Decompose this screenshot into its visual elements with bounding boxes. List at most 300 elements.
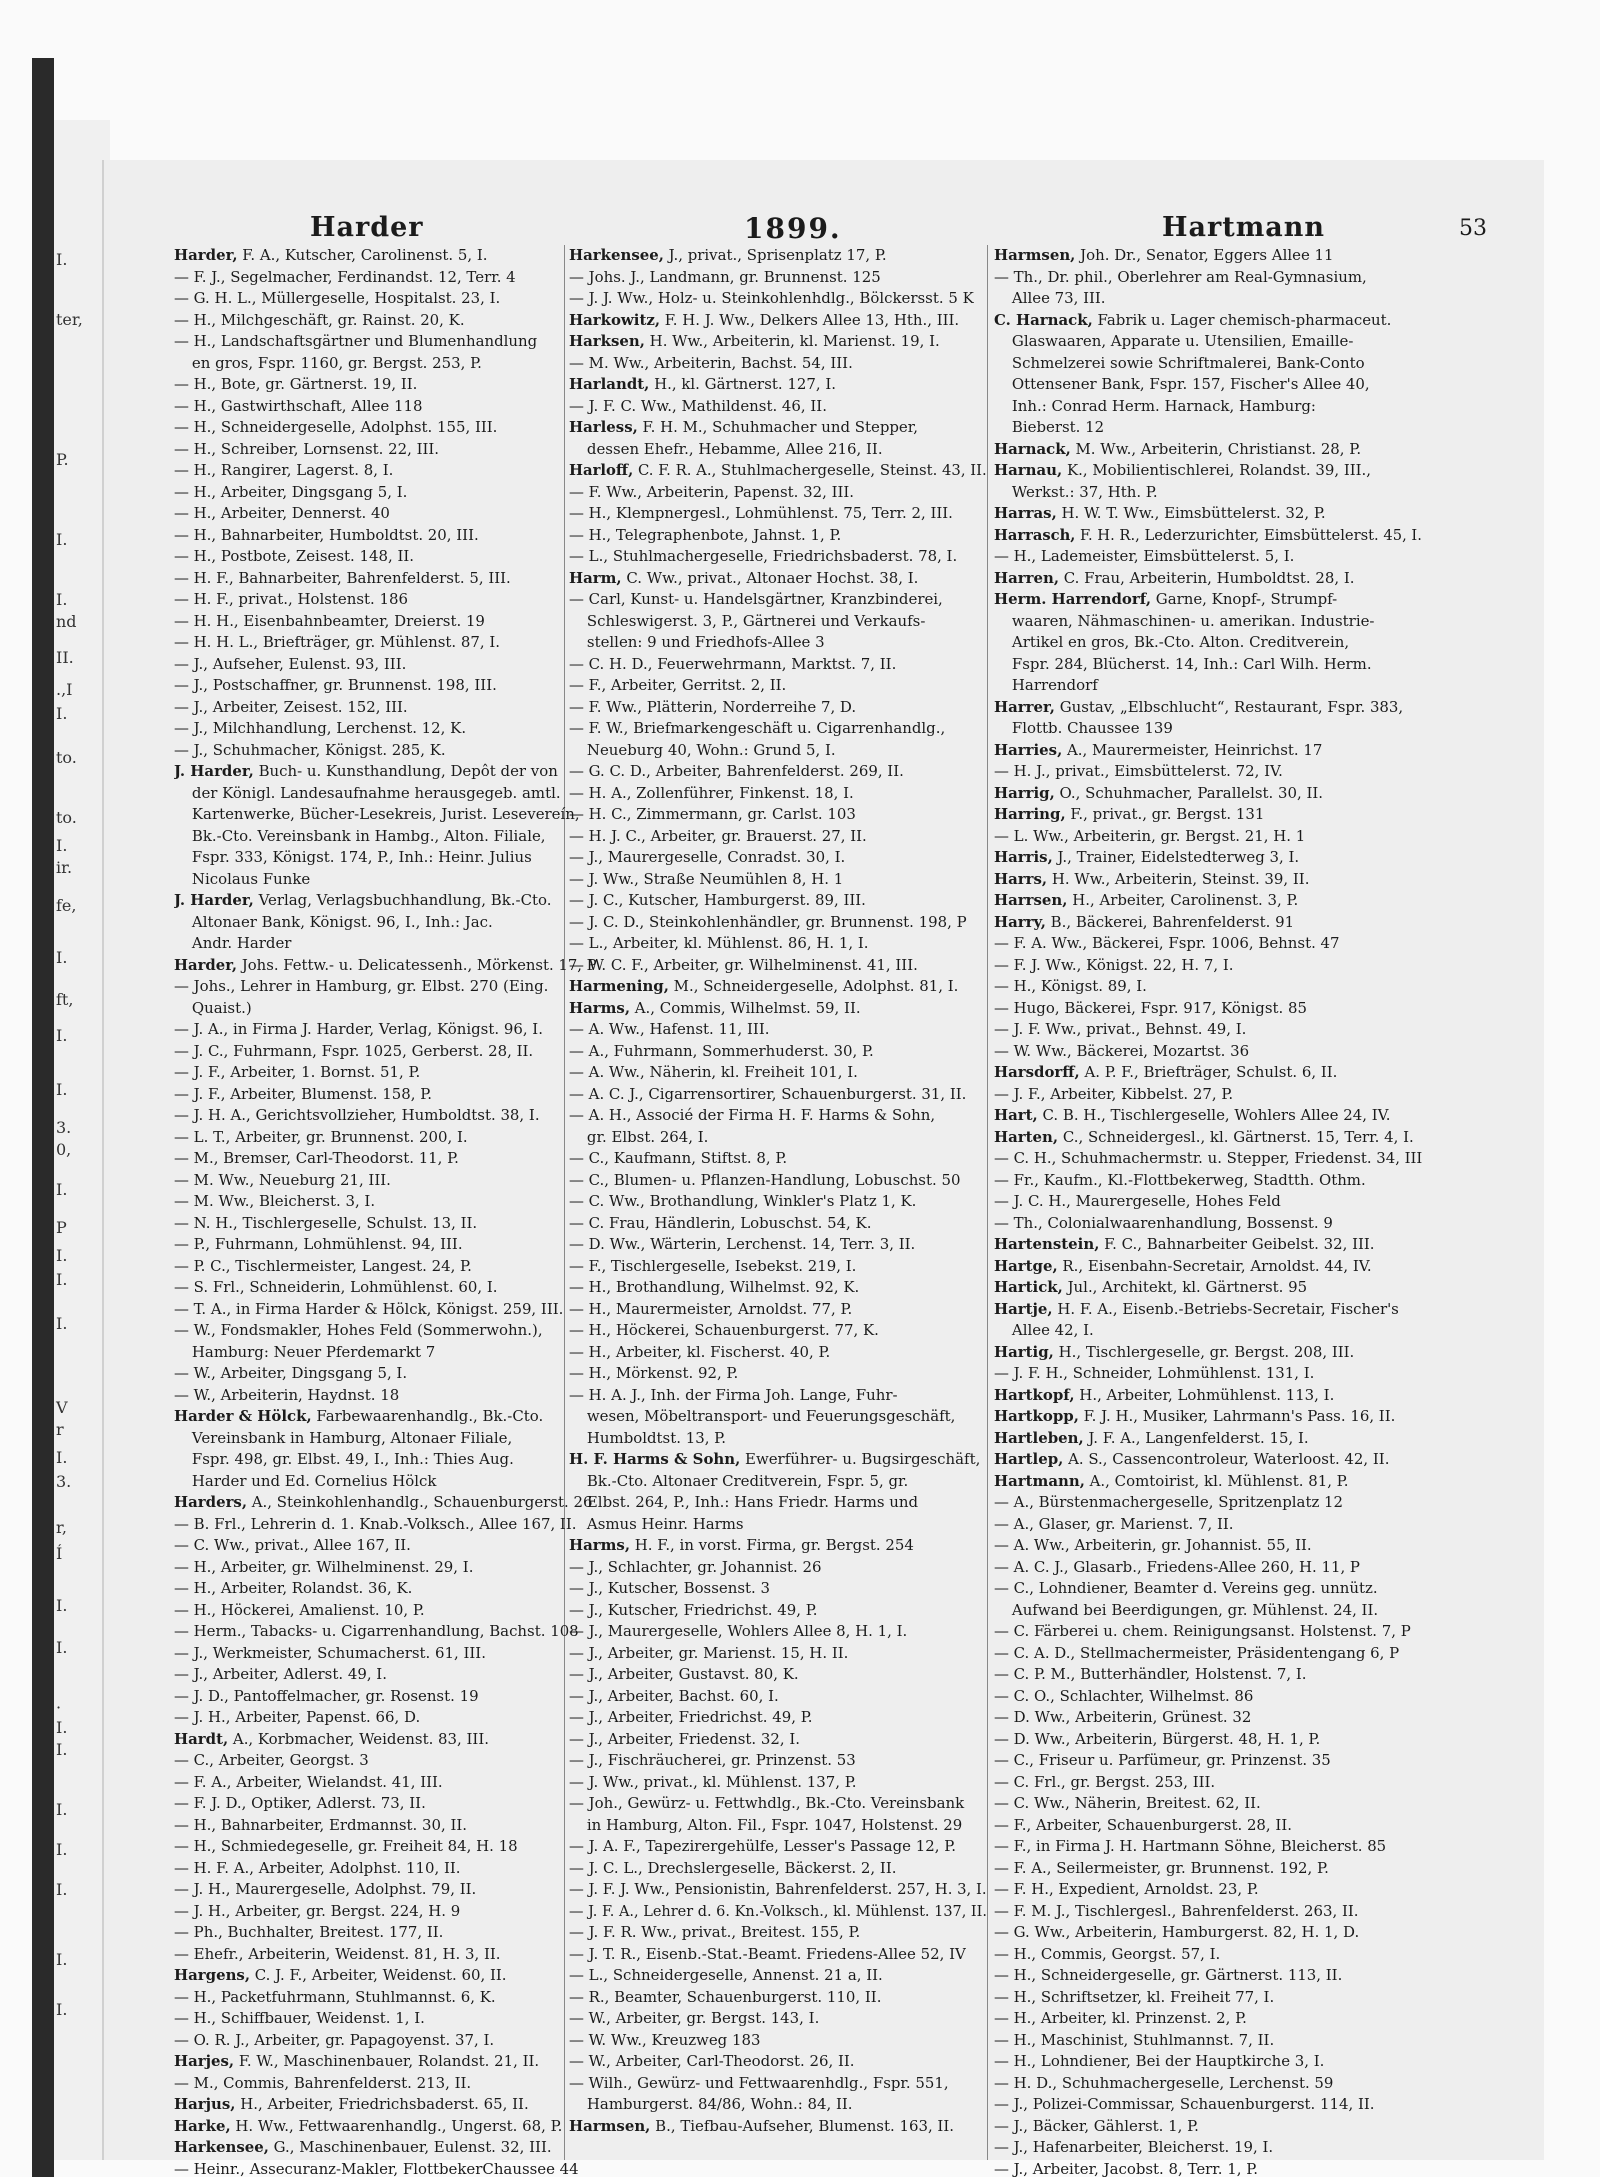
- directory-entry-line: — W., Arbeiter, Dingsgang 5, I.: [174, 1363, 597, 1385]
- directory-entry-line: — J., Kutscher, Bossenst. 3: [569, 1578, 987, 1600]
- directory-entry-line: — W., Fondsmakler, Hohes Feld (Sommerwohn.),: [174, 1320, 597, 1342]
- directory-entry-line: — Fr., Kaufm., Kl.-Flottbekerweg, Stadtth. Othm.: [994, 1170, 1422, 1192]
- directory-entry-line: — H., Maurermeister, Arnoldst. 77, P.: [569, 1299, 987, 1321]
- directory-entry-line: Hargens, C. J. F., Arbeiter, Weidenst. 60, II.: [174, 1965, 597, 1987]
- previous-page-fragment: Í: [56, 1544, 62, 1563]
- previous-page-fragment: to.: [56, 748, 77, 767]
- directory-entry-line: — A., Fuhrmann, Sommerhuderst. 30, P.: [569, 1041, 987, 1063]
- directory-entry-line: Harry, B., Bäckerei, Bahrenfelderst. 91: [994, 912, 1422, 934]
- directory-entry-line: — F. M. J., Tischlergesl., Bahrenfelderst. 263, II.: [994, 1901, 1422, 1923]
- directory-entry-line: Artikel en gros, Bk.-Cto. Alton. Creditverein,: [994, 632, 1422, 654]
- directory-entry-line: Harder, F. A., Kutscher, Carolinenst. 5, I.: [174, 245, 597, 267]
- previous-page-fragment: .,I: [56, 680, 73, 699]
- previous-page-fragment: I.: [56, 1270, 67, 1289]
- previous-page-fragment: ir.: [56, 858, 72, 877]
- directory-entry-line: — J., Milchhandlung, Lerchenst. 12, K.: [174, 718, 597, 740]
- directory-entry-line: Fspr. 284, Blücherst. 14, Inh.: Carl Wilh. Herm.: [994, 654, 1422, 676]
- directory-entry-line: — J., Kutscher, Friedrichst. 49, P.: [569, 1600, 987, 1622]
- directory-entry-line: — Herm., Tabacks- u. Cigarrenhandlung, Bachst. 108: [174, 1621, 597, 1643]
- previous-page-fragment: I.: [56, 836, 67, 855]
- directory-entry-line: — L. T., Arbeiter, gr. Brunnenst. 200, I.: [174, 1127, 597, 1149]
- previous-page-fragment: I.: [56, 1638, 67, 1657]
- directory-entry-line: — P., Fuhrmann, Lohmühlenst. 94, III.: [174, 1234, 597, 1256]
- previous-page-fragment: I.: [56, 948, 67, 967]
- directory-entry-line: — C. H. D., Feuerwehrmann, Marktst. 7, II.: [569, 654, 987, 676]
- directory-entry-line: — C. Ww., Näherin, Breitest. 62, II.: [994, 1793, 1422, 1815]
- previous-page-fragment: 3.: [56, 1472, 71, 1491]
- directory-entry-line: — A. Ww., Arbeiterin, gr. Johannist. 55, II.: [994, 1535, 1422, 1557]
- previous-page-fragment: I.: [56, 1950, 67, 1969]
- directory-entry-line: Harnau, K., Mobilientischlerei, Rolandst. 39, III.,: [994, 460, 1422, 482]
- directory-entry-line: Herm. Harrendorf, Garne, Knopf-, Strumpf-: [994, 589, 1422, 611]
- directory-entry-line: Neueburg 40, Wohn.: Grund 5, I.: [569, 740, 987, 762]
- directory-entry-line: stellen: 9 und Friedhofs-Allee 3: [569, 632, 987, 654]
- directory-entry-line: — M., Bremser, Carl-Theodorst. 11, P.: [174, 1148, 597, 1170]
- directory-entry-line: — C. Frau, Händlerin, Lobuschst. 54, K.: [569, 1213, 987, 1235]
- directory-entry-line: — W. Ww., Kreuzweg 183: [569, 2030, 987, 2052]
- directory-entry-line: Harke, H. Ww., Fettwaarenhandlg., Ungerst. 68, P.: [174, 2116, 597, 2138]
- directory-entry-line: en gros, Fspr. 1160, gr. Bergst. 253, P.: [174, 353, 597, 375]
- directory-entry-line: Hart, C. B. H., Tischlergeselle, Wohlers Allee 24, IV.: [994, 1105, 1422, 1127]
- directory-entry-line: — F. A., Arbeiter, Wielandst. 41, III.: [174, 1772, 597, 1794]
- directory-entry-line: — C., Arbeiter, Georgst. 3: [174, 1750, 597, 1772]
- directory-entry-line: Harren, C. Frau, Arbeiterin, Humboldtst. 28, I.: [994, 568, 1422, 590]
- directory-entry-line: — C. A. D., Stellmachermeister, Präsidentengang 6, P: [994, 1643, 1422, 1665]
- directory-entry-line: — H., Arbeiter, Rolandst. 36, K.: [174, 1578, 597, 1600]
- directory-entry-line: Humboldtst. 13, P.: [569, 1428, 987, 1450]
- directory-entry-line: — C. Ww., privat., Allee 167, II.: [174, 1535, 597, 1557]
- directory-entry-line: — L. Ww., Arbeiterin, gr. Bergst. 21, H. 1: [994, 826, 1422, 848]
- directory-entry-line: — F., Arbeiter, Gerritst. 2, II.: [569, 675, 987, 697]
- directory-entry-line: — Carl, Kunst- u. Handelsgärtner, Kranzbinderei,: [569, 589, 987, 611]
- book-binding-edge: [32, 58, 54, 2177]
- directory-entry-line: Werkst.: 37, Hth. P.: [994, 482, 1422, 504]
- directory-entry-line: Quaist.): [174, 998, 597, 1020]
- directory-column-1: [174, 245, 599, 2180]
- directory-entry-line: — H. F. A., Arbeiter, Adolphst. 110, II.: [174, 1858, 597, 1880]
- directory-entry-line: — C. Färberei u. chem. Reinigungsanst. Holstenst. 7, P: [994, 1621, 1422, 1643]
- directory-entry-line: — J., Arbeiter, Zeisest. 152, III.: [174, 697, 597, 719]
- directory-entry-line: — H., Schmiedegeselle, gr. Freiheit 84, H. 18: [174, 1836, 597, 1858]
- directory-entry-line: — F., Arbeiter, Schauenburgerst. 28, II.: [994, 1815, 1422, 1837]
- directory-entry-line: Andr. Harder: [174, 933, 597, 955]
- directory-entry-line: Harrsen, H., Arbeiter, Carolinenst. 3, P.: [994, 890, 1422, 912]
- directory-entry-line: Harries, A., Maurermeister, Heinrichst. 17: [994, 740, 1422, 762]
- directory-entry-line: — H., Lohndiener, Bei der Hauptkirche 3, I.: [994, 2051, 1422, 2073]
- directory-entry-line: Harms, A., Commis, Wilhelmst. 59, II.: [569, 998, 987, 1020]
- directory-entry-line: — A., Glaser, gr. Marienst. 7, II.: [994, 1514, 1422, 1536]
- directory-entry-line: — H., Mörkenst. 92, P.: [569, 1363, 987, 1385]
- directory-entry-line: Harjes, F. W., Maschinenbauer, Rolandst. 21, II.: [174, 2051, 597, 2073]
- directory-entry-line: der Königl. Landesaufnahme herausgegeb. amtl.: [174, 783, 597, 805]
- directory-entry-line: dessen Ehefr., Hebamme, Allee 216, II.: [569, 439, 987, 461]
- directory-entry-line: — J., Arbeiter, Adlerst. 49, I.: [174, 1664, 597, 1686]
- directory-entry-line: — J. Ww., privat., kl. Mühlenst. 137, P.: [569, 1772, 987, 1794]
- directory-entry-line: waaren, Nähmaschinen- u. amerikan. Industrie-: [994, 611, 1422, 633]
- directory-entry-line: Hartge, R., Eisenbahn-Secretair, Arnoldst. 44, IV.: [994, 1256, 1422, 1278]
- directory-entry-line: Hartlep, A. S., Cassencontroleur, Waterloost. 42, II.: [994, 1449, 1422, 1471]
- directory-entry-line: — W., Arbeiter, Carl-Theodorst. 26, II.: [569, 2051, 987, 2073]
- previous-page-fragment: II.: [56, 648, 74, 667]
- directory-entry-line: — Johs., Lehrer in Hamburg, gr. Elbst. 270 (Eing.: [174, 976, 597, 998]
- previous-page-fragment: 3.: [56, 1118, 71, 1137]
- directory-entry-line: — M. Ww., Arbeiterin, Bachst. 54, III.: [569, 353, 987, 375]
- directory-entry-line: — C. Ww., Brothandlung, Winkler's Platz 1, K.: [569, 1191, 987, 1213]
- directory-entry-line: — J., Postschaffner, gr. Brunnenst. 198, III.: [174, 675, 597, 697]
- directory-entry-line: — F. H., Expedient, Arnoldst. 23, P.: [994, 1879, 1422, 1901]
- directory-entry-line: Harder und Ed. Cornelius Hölck: [174, 1471, 597, 1493]
- directory-entry-line: Harmsen, B., Tiefbau-Aufseher, Blumenst. 163, II.: [569, 2116, 987, 2138]
- directory-entry-line: — J., Schlachter, gr. Johannist. 26: [569, 1557, 987, 1579]
- directory-entry-line: — H. F., Bahnarbeiter, Bahrenfelderst. 5, III.: [174, 568, 597, 590]
- directory-entry-line: — F. J. D., Optiker, Adlerst. 73, II.: [174, 1793, 597, 1815]
- previous-page-fragment: I.: [56, 1880, 67, 1899]
- directory-entry-line: Harm, C. Ww., privat., Altonaer Hochst. 38, I.: [569, 568, 987, 590]
- directory-entry-line: — J., Hafenarbeiter, Bleicherst. 19, I.: [994, 2137, 1422, 2159]
- directory-page: [104, 160, 1544, 2160]
- directory-entry-line: — H., Gastwirthschaft, Allee 118: [174, 396, 597, 418]
- directory-entry-line: — W. C. F., Arbeiter, gr. Wilhelminenst. 41, III.: [569, 955, 987, 977]
- directory-entry-line: gr. Elbst. 264, I.: [569, 1127, 987, 1149]
- directory-entry-line: Harmsen, Joh. Dr., Senator, Eggers Allee 11: [994, 245, 1422, 267]
- directory-entry-line: Harkensee, J., privat., Sprisenplatz 17, P.: [569, 245, 987, 267]
- directory-entry-line: — A. C. J., Glasarb., Friedens-Allee 260, H. 11, P: [994, 1557, 1422, 1579]
- previous-page-fragment: nd: [56, 612, 77, 631]
- previous-page-fragment: I.: [56, 250, 67, 269]
- directory-entry-line: — H., Lademeister, Eimsbüttelerst. 5, I.: [994, 546, 1422, 568]
- directory-entry-line: Hartje, H. F. A., Eisenb.-Betriebs-Secretair, Fischer's: [994, 1299, 1422, 1321]
- directory-entry-line: Bieberst. 12: [994, 417, 1422, 439]
- directory-entry-line: — H., Brothandlung, Wilhelmst. 92, K.: [569, 1277, 987, 1299]
- previous-page-fragment: I.: [56, 530, 67, 549]
- directory-entry-line: — A., Bürstenmachergeselle, Spritzenplatz 12: [994, 1492, 1422, 1514]
- directory-entry-line: — J., Arbeiter, Friedrichst. 49, P.: [569, 1707, 987, 1729]
- directory-entry-line: Harmening, M., Schneidergeselle, Adolphst. 81, I.: [569, 976, 987, 998]
- directory-entry-line: — J. C. L., Drechslergeselle, Bäckerst. 2, II.: [569, 1858, 987, 1880]
- directory-entry-line: — F., Tischlergeselle, Isebekst. 219, I.: [569, 1256, 987, 1278]
- directory-entry-line: — D. Ww., Arbeiterin, Bürgerst. 48, H. 1, P.: [994, 1729, 1422, 1751]
- directory-entry-line: Harrasch, F. H. R., Lederzurichter, Eimsbüttelerst. 45, I.: [994, 525, 1415, 547]
- directory-entry-line: — D. Ww., Arbeiterin, Grünest. 32: [994, 1707, 1422, 1729]
- directory-entry-line: — H. H., Eisenbahnbeamter, Dreierst. 19: [174, 611, 597, 633]
- directory-entry-line: — J., Maurergeselle, Conradst. 30, I.: [569, 847, 987, 869]
- directory-entry-line: Hartenstein, F. C., Bahnarbeiter Geibelst. 32, III.: [994, 1234, 1422, 1256]
- directory-entry-line: — F. J., Segelmacher, Ferdinandst. 12, Terr. 4: [174, 267, 597, 289]
- directory-entry-line: Kartenwerke, Bücher-Lesekreis, Jurist. Lesevereín,: [174, 804, 597, 826]
- directory-entry-line: — J. F. J. Ww., Pensionistin, Bahrenfelderst. 257, H. 3, I.: [569, 1879, 984, 1901]
- directory-entry-line: Harring, F., privat., gr. Bergst. 131: [994, 804, 1422, 826]
- previous-page-fragment: I.: [56, 1246, 67, 1265]
- directory-entry-line: — Joh., Gewürz- u. Fettwhdlg., Bk.-Cto. Vereinsbank: [569, 1793, 987, 1815]
- directory-entry-line: — H., Klempnergesl., Lohmühlenst. 75, Terr. 2, III.: [569, 503, 987, 525]
- directory-entry-line: — S. Frl., Schneiderin, Lohmühlenst. 60, I.: [174, 1277, 597, 1299]
- directory-entry-line: — C., Blumen- u. Pflanzen-Handlung, Lobuschst. 50: [569, 1170, 987, 1192]
- directory-entry-line: — J. C., Kutscher, Hamburgerst. 89, III.: [569, 890, 987, 912]
- previous-page-fragment: P: [56, 1218, 67, 1237]
- directory-entry-line: — H. J., privat., Eimsbüttelerst. 72, IV.: [994, 761, 1422, 783]
- directory-entry-line: — H., Milchgeschäft, gr. Rainst. 20, K.: [174, 310, 597, 332]
- directory-entry-line: — J. F. R. Ww., privat., Breitest. 155, P.: [569, 1922, 987, 1944]
- directory-entry-line: C. Harnack, Fabrik u. Lager chemisch-pharmaceut.: [994, 310, 1422, 332]
- directory-entry-line: Hartmann, A., Comtoirist, kl. Mühlenst. 81, P.: [994, 1471, 1422, 1493]
- directory-entry-line: — M. Ww., Neueburg 21, III.: [174, 1170, 597, 1192]
- directory-entry-line: — F., in Firma J. H. Hartmann Söhne, Bleicherst. 85: [994, 1836, 1422, 1858]
- directory-entry-line: — J. C., Fuhrmann, Fspr. 1025, Gerberst. 28, II.: [174, 1041, 597, 1063]
- directory-entry-line: — J., Arbeiter, Bachst. 60, I.: [569, 1686, 987, 1708]
- directory-entry-line: Allee 73, III.: [994, 288, 1422, 310]
- directory-entry-line: Harders, A., Steinkohlenhandlg., Schauenburgerst. 26: [174, 1492, 597, 1514]
- directory-entry-line: — H., Schreiber, Lornsenst. 22, III.: [174, 439, 597, 461]
- previous-page-fragment: I.: [56, 1718, 67, 1737]
- directory-entry-line: — W. Ww., Bäckerei, Mozartst. 36: [994, 1041, 1422, 1063]
- directory-entry-line: — H., Höckerei, Amalienst. 10, P.: [174, 1600, 597, 1622]
- running-header-left: Harder: [310, 212, 424, 243]
- directory-entry-line: Harloff, C. F. R. A., Stuhlmachergeselle, Steinst. 43, II.: [569, 460, 984, 482]
- directory-entry-line: — L., Schneidergeselle, Annenst. 21 a, II.: [569, 1965, 987, 1987]
- directory-entry-line: — J., Arbeiter, Gustavst. 80, K.: [569, 1664, 987, 1686]
- previous-page-fragment: I.: [56, 1080, 67, 1099]
- directory-entry-line: Hartig, H., Tischlergeselle, gr. Bergst. 208, III.: [994, 1342, 1422, 1364]
- directory-entry-line: — G. C. D., Arbeiter, Bahrenfelderst. 269, II.: [569, 761, 987, 783]
- directory-entry-line: Harjus, H., Arbeiter, Friedrichsbaderst. 65, II.: [174, 2094, 597, 2116]
- directory-entry-line: Inh.: Conrad Herm. Harnack, Hamburg:: [994, 396, 1422, 418]
- directory-entry-line: — H., Telegraphenbote, Jahnst. 1, P.: [569, 525, 987, 547]
- directory-column-2: [569, 245, 989, 2137]
- directory-entry-line: — Th., Colonialwaarenhandlung, Bossenst. 9: [994, 1213, 1422, 1235]
- directory-entry-line: — L., Stuhlmachergeselle, Friedrichsbaderst. 78, I.: [569, 546, 987, 568]
- directory-entry-line: — H. H. L., Briefträger, gr. Mühlenst. 87, I.: [174, 632, 597, 654]
- directory-entry-line: — J. J. Ww., Holz- u. Steinkohlenhdlg., Bölckersst. 5 K: [569, 288, 987, 310]
- directory-entry-line: — J. A., in Firma J. Harder, Verlag, Königst. 96, I.: [174, 1019, 597, 1041]
- directory-entry-line: — J. H. A., Gerichtsvollzieher, Humboldtst. 38, I.: [174, 1105, 597, 1127]
- directory-entry-line: — J. Ww., Straße Neumühlen 8, H. 1: [569, 869, 987, 891]
- directory-entry-line: Harrs, H. Ww., Arbeiterin, Steinst. 39, II.: [994, 869, 1422, 891]
- directory-entry-line: — J., Bäcker, Gählerst. 1, P.: [994, 2116, 1422, 2138]
- previous-page-fragment: P.: [56, 450, 69, 469]
- directory-entry-line: — J., Werkmeister, Schumacherst. 61, III.: [174, 1643, 597, 1665]
- directory-entry-line: — J. C. H., Maurergeselle, Hohes Feld: [994, 1191, 1422, 1213]
- previous-page-fragment: 0,: [56, 1140, 71, 1159]
- directory-entry-line: — J., Schuhmacher, Königst. 285, K.: [174, 740, 597, 762]
- directory-column-3: [994, 245, 1424, 2180]
- directory-entry-line: — H., Commis, Georgst. 57, I.: [994, 1944, 1422, 1966]
- directory-entry-line: H. F. Harms & Sohn, Ewerführer- u. Bugsirgeschäft,: [569, 1449, 987, 1471]
- previous-page-fragment: ft,: [56, 990, 73, 1009]
- directory-entry-line: Hamburgerst. 84/86, Wohn.: 84, II.: [569, 2094, 987, 2116]
- previous-page-fragment: I.: [56, 1180, 67, 1199]
- previous-page-fragment: V: [56, 1398, 68, 1417]
- directory-entry-line: — H. C., Zimmermann, gr. Carlst. 103: [569, 804, 987, 826]
- previous-page-fragment: to.: [56, 808, 77, 827]
- directory-entry-line: — H., Bahnarbeiter, Humboldtst. 20, III.: [174, 525, 597, 547]
- directory-entry-line: — J. F. C. Ww., Mathildenst. 46, II.: [569, 396, 987, 418]
- directory-entry-line: Fspr. 498, gr. Elbst. 49, I., Inh.: Thies Aug.: [174, 1449, 597, 1471]
- directory-entry-line: — H., Landschaftsgärtner und Blumenhandlung: [174, 331, 597, 353]
- directory-entry-line: — F. A., Seilermeister, gr. Brunnenst. 192, P.: [994, 1858, 1422, 1880]
- previous-page-fragment: I.: [56, 1026, 67, 1045]
- directory-entry-line: Bk.-Cto. Altonaer Creditverein, Fspr. 5, gr.: [569, 1471, 987, 1493]
- directory-entry-line: — J. T. R., Eisenb.-Stat.-Beamt. Friedens-Allee 52, IV: [569, 1944, 987, 1966]
- directory-entry-line: Asmus Heinr. Harms: [569, 1514, 987, 1536]
- directory-entry-line: wesen, Möbeltransport- und Feuerungsgeschäft,: [569, 1406, 987, 1428]
- directory-entry-line: — J. F. H., Schneider, Lohmühlenst. 131, I.: [994, 1363, 1422, 1385]
- directory-entry-line: — J. F., Arbeiter, 1. Bornst. 51, P.: [174, 1062, 597, 1084]
- directory-entry-line: — G. Ww., Arbeiterin, Hamburgerst. 82, H. 1, D.: [994, 1922, 1422, 1944]
- previous-page-fragment: I.: [56, 1740, 67, 1759]
- directory-entry-line: Harrig, O., Schuhmacher, Parallelst. 30, II.: [994, 783, 1422, 805]
- directory-entry-line: Harksen, H. Ww., Arbeiterin, kl. Marienst. 19, I.: [569, 331, 987, 353]
- directory-entry-line: — H., Königst. 89, I.: [994, 976, 1422, 998]
- directory-entry-line: — Heinr., Assecuranz-Makler, FlottbekerChaussee 44: [174, 2159, 597, 2180]
- directory-entry-line: — H., Maschinist, Stuhlmannst. 7, II.: [994, 2030, 1422, 2052]
- directory-entry-line: Harten, C., Schneidergesl., kl. Gärtnerst. 15, Terr. 4, I.: [994, 1127, 1422, 1149]
- directory-entry-line: Harder, Johs. Fettw.- u. Delicatessenh., Mörkenst. 17, P: [174, 955, 594, 977]
- directory-entry-line: Harms, H. F., in vorst. Firma, gr. Bergst. 254: [569, 1535, 987, 1557]
- directory-entry-line: — J. D., Pantoffelmacher, gr. Rosenst. 19: [174, 1686, 597, 1708]
- directory-entry-line: Hartick, Jul., Architekt, kl. Gärtnerst. 95: [994, 1277, 1422, 1299]
- directory-entry-line: Harnack, M. Ww., Arbeiterin, Christianst. 28, P.: [994, 439, 1422, 461]
- directory-entry-line: — T. A., in Firma Harder & Hölck, Königst. 259, III.: [174, 1299, 597, 1321]
- directory-entry-line: — H. J. C., Arbeiter, gr. Brauerst. 27, II.: [569, 826, 987, 848]
- directory-entry-line: Flottb. Chaussee 139: [994, 718, 1422, 740]
- previous-page-fragment: I.: [56, 590, 67, 609]
- directory-entry-line: — H., Schneidergeselle, gr. Gärtnerst. 113, II.: [994, 1965, 1422, 1987]
- directory-entry-line: Harder & Hölck, Farbewaarenhandlg., Bk.-Cto.: [174, 1406, 597, 1428]
- directory-entry-line: — W., Arbeiterin, Haydnst. 18: [174, 1385, 597, 1407]
- directory-entry-line: — D. Ww., Wärterin, Lerchenst. 14, Terr. 3, II.: [569, 1234, 987, 1256]
- directory-entry-line: Hartkopp, F. J. H., Musiker, Lahrmann's Pass. 16, II.: [994, 1406, 1422, 1428]
- directory-entry-line: — M., Commis, Bahrenfelderst. 213, II.: [174, 2073, 597, 2095]
- directory-entry-line: Glaswaaren, Apparate u. Utensilien, Emaille-: [994, 331, 1422, 353]
- directory-entry-line: — J. C. D., Steinkohlenhändler, gr. Brunnenst. 198, P: [569, 912, 987, 934]
- directory-entry-line: — J. H., Arbeiter, Papenst. 66, D.: [174, 1707, 597, 1729]
- directory-entry-line: Hardt, A., Korbmacher, Weidenst. 83, III.: [174, 1729, 597, 1751]
- directory-entry-line: — J., Fischräucherei, gr. Prinzenst. 53: [569, 1750, 987, 1772]
- directory-entry-line: — C., Kaufmann, Stiftst. 8, P.: [569, 1148, 987, 1170]
- directory-entry-line: — A. Ww., Näherin, kl. Freiheit 101, I.: [569, 1062, 987, 1084]
- directory-entry-line: Aufwand bei Beerdigungen, gr. Mühlenst. 24, II.: [994, 1600, 1422, 1622]
- directory-entry-line: — G. H. L., Müllergeselle, Hospitalst. 23, I.: [174, 288, 597, 310]
- directory-entry-line: — J. H., Arbeiter, gr. Bergst. 224, H. 9: [174, 1901, 597, 1923]
- previous-page-fragment: I.: [56, 1314, 67, 1333]
- directory-entry-line: Harris, J., Trainer, Eidelstedterweg 3, I.: [994, 847, 1422, 869]
- directory-entry-line: — H., Höckerei, Schauenburgerst. 77, K.: [569, 1320, 987, 1342]
- directory-entry-line: — A. Ww., Hafenst. 11, III.: [569, 1019, 987, 1041]
- directory-entry-line: — J. F., Arbeiter, Kibbelst. 27, P.: [994, 1084, 1422, 1106]
- previous-page-fragment: I.: [56, 1596, 67, 1615]
- directory-entry-line: Altonaer Bank, Königst. 96, I., Inh.: Jac.: [174, 912, 597, 934]
- directory-entry-line: Fspr. 333, Königst. 174, P., Inh.: Heinr. Julius: [174, 847, 597, 869]
- directory-entry-line: — B. Frl., Lehrerin d. 1. Knab.-Volksch., Allee 167, II.: [174, 1514, 597, 1536]
- directory-entry-line: — J. H., Maurergeselle, Adolphst. 79, II.: [174, 1879, 597, 1901]
- previous-page-fragment: r,: [56, 1518, 67, 1537]
- previous-page-fragment: I.: [56, 704, 67, 723]
- directory-entry-line: — H., Arbeiter, Dingsgang 5, I.: [174, 482, 597, 504]
- directory-entry-line: Vereinsbank in Hamburg, Altonaer Filiale,: [174, 1428, 597, 1450]
- previous-page-fragment: I.: [56, 1840, 67, 1859]
- directory-entry-line: — C. Frl., gr. Bergst. 253, III.: [994, 1772, 1422, 1794]
- directory-entry-line: — H. A. J., Inh. der Firma Joh. Lange, Fuhr-: [569, 1385, 987, 1407]
- directory-entry-line: — H., Arbeiter, kl. Fischerst. 40, P.: [569, 1342, 987, 1364]
- directory-entry-line: Elbst. 264, P., Inh.: Hans Friedr. Harms und: [569, 1492, 987, 1514]
- directory-entry-line: — H., Rangirer, Lagerst. 8, I.: [174, 460, 597, 482]
- directory-entry-line: — J., Arbeiter, Jacobst. 8, Terr. 1, P.: [994, 2159, 1422, 2180]
- directory-entry-line: — C. H., Schuhmachermstr. u. Stepper, Friedenst. 34, III: [994, 1148, 1420, 1170]
- directory-entry-line: Harrendorf: [994, 675, 1422, 697]
- directory-entry-line: — F. Ww., Arbeiterin, Papenst. 32, III.: [569, 482, 987, 504]
- directory-entry-line: — H., Schriftsetzer, kl. Freiheit 77, I.: [994, 1987, 1422, 2009]
- directory-entry-line: — N. H., Tischlergeselle, Schulst. 13, II.: [174, 1213, 597, 1235]
- directory-entry-line: — P. C., Tischlermeister, Langest. 24, P.: [174, 1256, 597, 1278]
- directory-entry-line: Ottensener Bank, Fspr. 157, Fischer's Allee 40,: [994, 374, 1422, 396]
- directory-entry-line: Hartleben, J. F. A., Langenfelderst. 15, I.: [994, 1428, 1422, 1450]
- previous-page-fragment: I.: [56, 2000, 67, 2019]
- directory-entry-line: Harkowitz, F. H. J. Ww., Delkers Allee 13, Hth., III.: [569, 310, 987, 332]
- directory-entry-line: in Hamburg, Alton. Fil., Fspr. 1047, Holstenst. 29: [569, 1815, 987, 1837]
- previous-page-fragment: ter,: [56, 310, 83, 329]
- directory-entry-line: — O. R. J., Arbeiter, gr. Papagoyenst. 37, I.: [174, 2030, 597, 2052]
- previous-page-edge: [54, 120, 110, 2160]
- directory-entry-line: — J., Maurergeselle, Wohlers Allee 8, H. 1, I.: [569, 1621, 987, 1643]
- directory-entry-line: — C., Friseur u. Parfümeur, gr. Prinzenst. 35: [994, 1750, 1422, 1772]
- directory-entry-line: — H. F., privat., Holstenst. 186: [174, 589, 597, 611]
- directory-entry-line: — H., Arbeiter, Dennerst. 40: [174, 503, 597, 525]
- previous-page-fragment: ·: [56, 1698, 61, 1717]
- running-header-year: 1899.: [744, 212, 842, 245]
- directory-entry-line: — Wilh., Gewürz- und Fettwaarenhdlg., Fspr. 551,: [569, 2073, 987, 2095]
- directory-entry-line: — H., Arbeiter, kl. Prinzenst. 2, P.: [994, 2008, 1422, 2030]
- directory-entry-line: Bk.-Cto. Vereinsbank in Hambg., Alton. Filiale,: [174, 826, 597, 848]
- directory-entry-line: Hartkopf, H., Arbeiter, Lohmühlenst. 113, I.: [994, 1385, 1422, 1407]
- directory-entry-line: — J. F. A., Lehrer d. 6. Kn.-Volksch., kl. Mühlenst. 137, II.: [569, 1901, 974, 1923]
- directory-entry-line: — J., Aufseher, Eulenst. 93, III.: [174, 654, 597, 676]
- previous-page-fragment: r: [56, 1420, 64, 1439]
- directory-entry-line: Harrer, Gustav, „Elbschlucht“, Restaurant, Fspr. 383,: [994, 697, 1422, 719]
- directory-entry-line: — H., Schiffbauer, Weidenst. 1, I.: [174, 2008, 597, 2030]
- directory-entry-line: J. Harder, Verlag, Verlagsbuchhandlung, Bk.-Cto.: [174, 890, 597, 912]
- directory-entry-line: — J., Polizei-Commissar, Schauenburgerst. 114, II.: [994, 2094, 1422, 2116]
- directory-entry-line: Harlandt, H., kl. Gärtnerst. 127, I.: [569, 374, 987, 396]
- directory-entry-line: — Hugo, Bäckerei, Fspr. 917, Königst. 85: [994, 998, 1422, 1020]
- directory-entry-line: — A. H., Associé der Firma H. F. Harms & Sohn,: [569, 1105, 987, 1127]
- directory-entry-line: — L., Arbeiter, kl. Mühlenst. 86, H. 1, I.: [569, 933, 987, 955]
- directory-entry-line: Harras, H. W. T. Ww., Eimsbüttelerst. 32, P.: [994, 503, 1422, 525]
- directory-entry-line: — H., Packetfuhrmann, Stuhlmannst. 6, K.: [174, 1987, 597, 2009]
- directory-entry-line: Harless, F. H. M., Schuhmacher und Stepper,: [569, 417, 987, 439]
- directory-entry-line: — H., Arbeiter, gr. Wilhelminenst. 29, I.: [174, 1557, 597, 1579]
- directory-entry-line: — H., Bahnarbeiter, Erdmannst. 30, II.: [174, 1815, 597, 1837]
- directory-entry-line: — H., Postbote, Zeisest. 148, II.: [174, 546, 597, 568]
- directory-entry-line: — H. A., Zollenführer, Finkenst. 18, I.: [569, 783, 987, 805]
- directory-entry-line: J. Harder, Buch- u. Kunsthandlung, Depôt der von: [174, 761, 597, 783]
- directory-entry-line: Schmelzerei sowie Schriftmalerei, Bank-Conto: [994, 353, 1422, 375]
- previous-page-fragment: I.: [56, 1800, 67, 1819]
- directory-entry-line: — H., Bote, gr. Gärtnerst. 19, II.: [174, 374, 597, 396]
- directory-entry-line: — R., Beamter, Schauenburgerst. 110, II.: [569, 1987, 987, 2009]
- directory-entry-line: Nicolaus Funke: [174, 869, 597, 891]
- directory-entry-line: — J. F. Ww., privat., Behnst. 49, I.: [994, 1019, 1422, 1041]
- directory-entry-line: Allee 42, I.: [994, 1320, 1422, 1342]
- directory-entry-line: — C., Lohndiener, Beamter d. Vereins geg. unnütz.: [994, 1578, 1422, 1600]
- directory-entry-line: — Ehefr., Arbeiterin, Weidenst. 81, H. 3, II.: [174, 1944, 597, 1966]
- previous-page-fragment: I.: [56, 1448, 67, 1467]
- running-header-right: Hartmann: [1162, 212, 1325, 243]
- directory-entry-line: — Ph., Buchhalter, Breitest. 177, II.: [174, 1922, 597, 1944]
- directory-entry-line: Schleswigerst. 3, P., Gärtnerei und Verkaufs-: [569, 611, 987, 633]
- directory-entry-line: — F. Ww., Plätterin, Norderreihe 7, D.: [569, 697, 987, 719]
- directory-entry-line: — C. P. M., Butterhändler, Holstenst. 7, I.: [994, 1664, 1422, 1686]
- page-number: 53: [1459, 216, 1487, 241]
